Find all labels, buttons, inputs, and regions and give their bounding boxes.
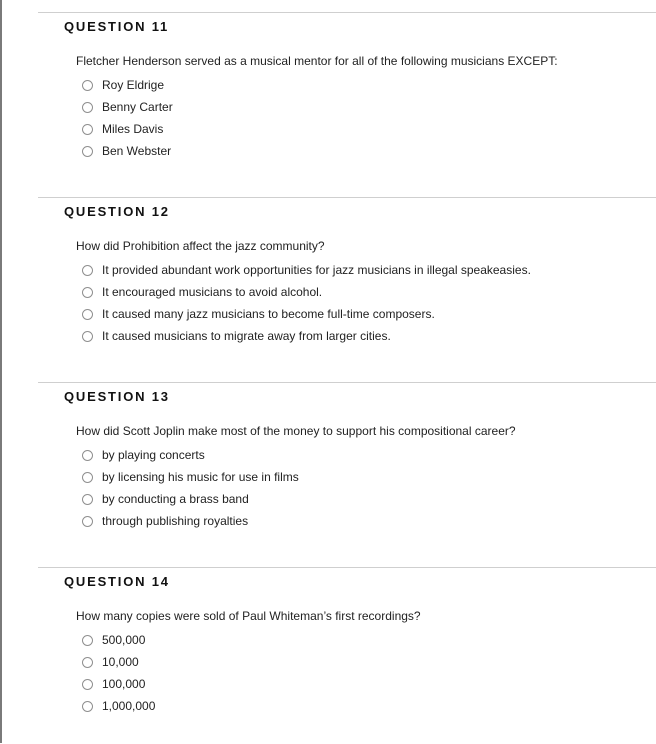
answer-option[interactable] [82, 74, 173, 96]
answer-option-label[interactable]: by conducting a brass band [102, 492, 249, 506]
radio-button[interactable] [82, 265, 93, 276]
question-text: How many copies were sold of Paul Whiteman’s first recordings? [76, 609, 421, 623]
answer-option-label[interactable]: It provided abundant work opportunities for jazz musicians in illegal speakeasies. [102, 263, 531, 277]
radio-button[interactable] [82, 701, 93, 712]
radio-button[interactable] [82, 679, 93, 690]
answer-option[interactable] [82, 140, 173, 162]
answer-option-label[interactable]: 1,000,000 [102, 699, 156, 713]
answer-option[interactable] [82, 444, 299, 466]
answer-option[interactable] [82, 695, 155, 717]
radio-button[interactable] [82, 287, 93, 298]
radio-button[interactable] [82, 331, 93, 342]
answer-option[interactable] [82, 629, 155, 651]
question-text: How did Scott Joplin make most of the money to support his compositional career? [76, 424, 516, 438]
answer-option-label[interactable]: Benny Carter [102, 100, 173, 114]
answer-option-label[interactable]: Ben Webster [102, 144, 172, 158]
question-13 [38, 382, 656, 568]
question-text: How did Prohibition affect the jazz community? [76, 239, 325, 253]
question-14 [38, 567, 656, 744]
answer-option[interactable] [82, 325, 531, 347]
answer-option-label[interactable]: Roy Eldrige [102, 78, 165, 92]
radio-button[interactable] [82, 657, 93, 668]
answer-option-label[interactable]: 500,000 [102, 633, 146, 647]
answer-option[interactable] [82, 488, 299, 510]
answer-option[interactable] [82, 259, 531, 281]
answer-options [82, 259, 531, 347]
answer-option-label[interactable]: It caused musicians to migrate away from larger cities. [102, 329, 391, 343]
answer-option[interactable] [82, 118, 173, 140]
question-12 [38, 197, 656, 383]
question-title: QUESTION 11 [64, 19, 170, 34]
question-11 [38, 12, 656, 198]
answer-options [82, 444, 299, 532]
answer-option[interactable] [82, 651, 155, 673]
radio-button[interactable] [82, 516, 93, 527]
radio-button[interactable] [82, 635, 93, 646]
answer-option-label[interactable]: It caused many jazz musicians to become full-time composers. [102, 307, 435, 321]
radio-button[interactable] [82, 472, 93, 483]
answer-option[interactable] [82, 96, 173, 118]
answer-option-label[interactable]: 100,000 [102, 677, 146, 691]
answer-options [82, 74, 173, 162]
answer-option[interactable] [82, 673, 155, 695]
answer-option[interactable] [82, 466, 299, 488]
radio-button[interactable] [82, 309, 93, 320]
radio-button[interactable] [82, 450, 93, 461]
question-title: QUESTION 13 [64, 389, 170, 404]
radio-button[interactable] [82, 80, 93, 91]
question-text: Fletcher Henderson served as a musical mentor for all of the following musicians EXCEPT: [76, 54, 558, 68]
answer-option-label[interactable]: Miles Davis [102, 122, 164, 136]
answer-option[interactable] [82, 303, 531, 325]
radio-button[interactable] [82, 494, 93, 505]
radio-button[interactable] [82, 124, 93, 135]
answer-option-label[interactable]: It encouraged musicians to avoid alcohol. [102, 285, 323, 299]
question-title: QUESTION 12 [64, 204, 170, 219]
answer-option[interactable] [82, 281, 531, 303]
answer-option-label[interactable]: 10,000 [102, 655, 139, 669]
answer-option[interactable] [82, 510, 299, 532]
question-title: QUESTION 14 [64, 574, 170, 589]
radio-button[interactable] [82, 102, 93, 113]
answer-options [82, 629, 155, 717]
answer-option-label[interactable]: by licensing his music for use in films [102, 470, 299, 484]
radio-button[interactable] [82, 146, 93, 157]
answer-option-label[interactable]: by playing concerts [102, 448, 205, 462]
left-border [0, 0, 2, 743]
answer-option-label[interactable]: through publishing royalties [102, 514, 249, 528]
